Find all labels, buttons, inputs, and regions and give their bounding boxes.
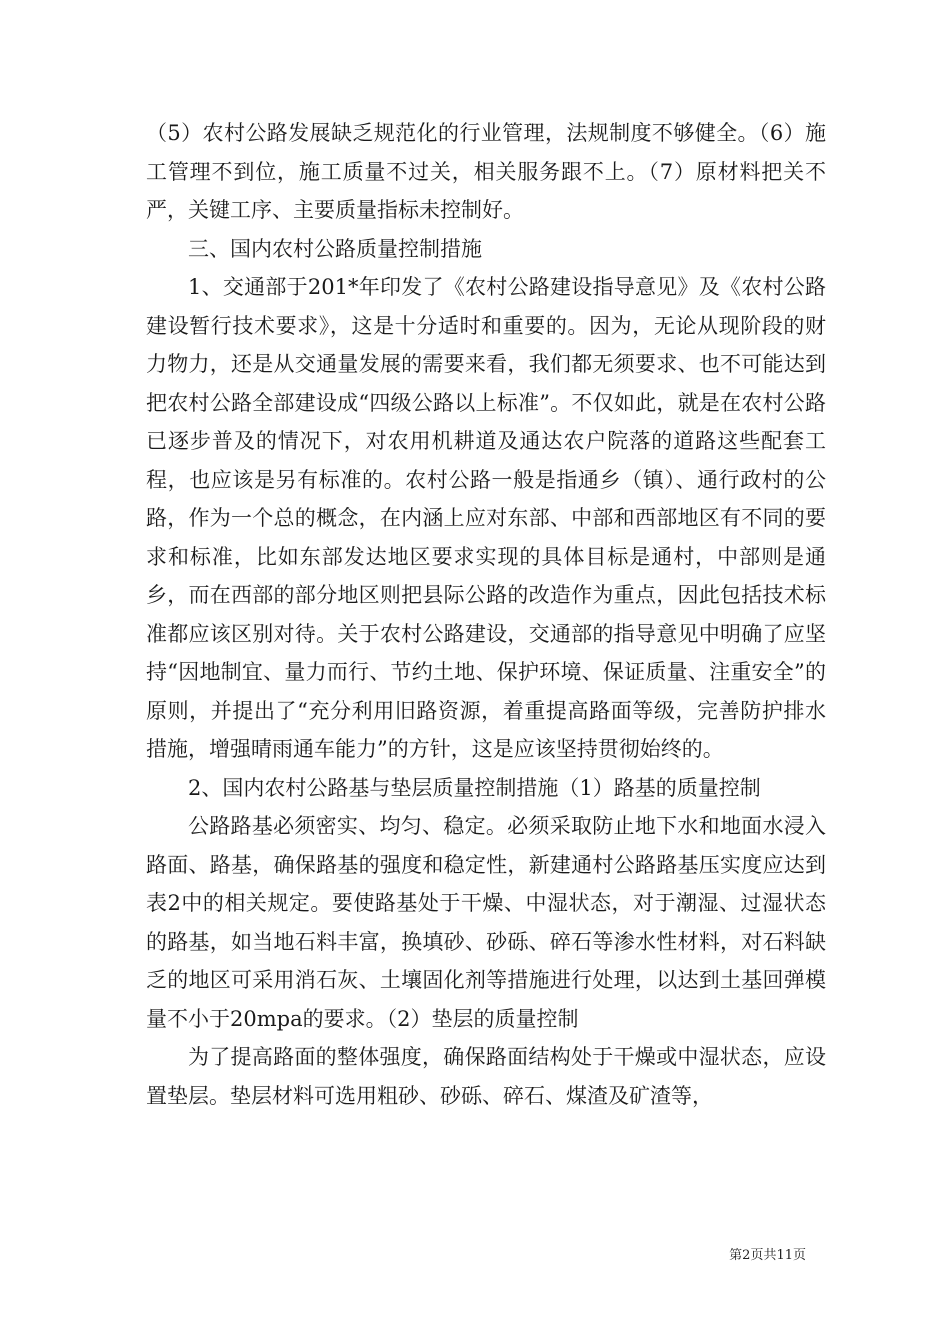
section-heading-3: 三、国内农村公路质量控制措施 xyxy=(188,236,482,261)
paragraph-measure-2-heading: 2、国内农村公路基与垫层质量控制措施（1）路基的质量控制 xyxy=(188,775,761,800)
paragraph-subgrade-quality: 公路路基必须密实、均匀、稳定。必须采取防止地下水和地面水浸入路面、路基，确保路基的强度和稳定性，新建通村公路路基压实度应达到表2中的相关规定。要使路基处于干燥、中湿状态，对于潮湿、过湿状态的路基，如当地石料丰富，换填砂、砂砾、碎石等渗水性材料，对石料缺乏的地区可采用消石灰、土壤固化剂等措施进行处理，以达到土基回弹模量不小于20mpa的要求。（2）垫层的质量控制 xyxy=(146,814,826,1031)
paragraph-cushion-layer: 为了提高路面的整体强度，确保路面结构处于干燥或中湿状态，应设置垫层。垫层材料可选用粗砂、砂砾、碎石、煤渣及矿渣等， xyxy=(146,1045,826,1108)
paragraph-measure-1: 1、交通部于201*年印发了《农村公路建设指导意见》及《农村公路建设暂行技术要求》，这是十分适时和重要的。因为，无论从现阶段的财力物力，还是从交通量发展的需要来看，我们都无须要求、也不可能达到把农村公路全部建设成“四级公路以上标准”。不仅如此，就是在农村公路已逐步普及的情况下，对农用机耕道及通达农户院落的道路这些配套工程，也应该是另有标准的。农村公路一般是指通乡（镇）、通行政村的公路，作为一个总的概念，在内涵上应对东部、中部和西部地区有不同的要求和标准，比如东部发达地区要求实现的具体目标是通村，中部则是通乡，而在西部的部分地区则把县际公路的改造作为重点，因此包括技术标准都应该区别对待。关于农村公路建设，交通部的指导意见中明确了应坚持“因地制宜、量力而行、节约土地、保护环境、保证质量、注重安全”的原则，并提出了“充分利用旧路资源，着重提高路面等级，完善防护排水措施，增强晴雨通车能力”的方针，这是应该坚持贯彻始终的。 xyxy=(146,275,826,761)
document-body xyxy=(146,114,826,1115)
paragraph-causes-5-7: （5）农村公路发展缺乏规范化的行业管理，法规制度不够健全。（6）施工管理不到位，施工质量不过关，相关服务跟不上。（7）原材料把关不严，关键工序、主要质量指标未控制好。 xyxy=(146,121,826,222)
page-number-footer: 第2页共11页 xyxy=(729,1248,806,1263)
